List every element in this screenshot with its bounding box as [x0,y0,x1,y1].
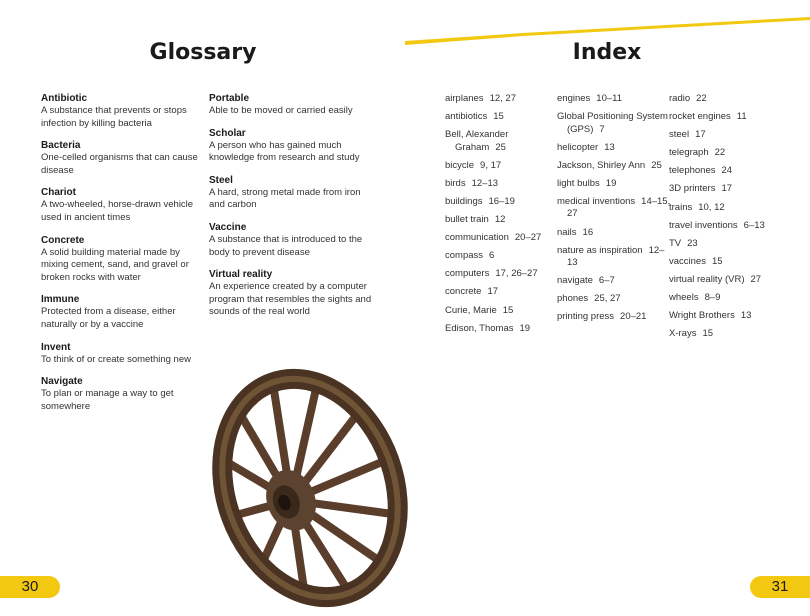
index-pages: 10–11 [596,93,622,104]
page-number-right: 31 [750,576,810,598]
index-entry [445,305,560,318]
index-term: printing press [557,311,615,323]
index-entry [557,93,672,106]
index-term: vaccines [669,255,706,267]
index-entry [669,328,784,341]
index-entry [557,293,672,306]
index-term: Curie, Marie [445,304,497,316]
glossary-definition: One-celled organisms that can cause disease [41,152,198,176]
index-entry [557,227,672,240]
index-entry [445,129,560,154]
index-entry [669,111,784,124]
index-pages: 19 [519,322,531,334]
index-pages: 22 [714,147,726,159]
index-pages: 20–27 [514,232,542,244]
index-entry [445,232,560,245]
index-entry [445,286,560,299]
glossary-definition: A hard, strong metal made from iron and carbon [209,186,361,211]
index-term: airplanes [445,93,484,104]
index-column-2 [557,93,672,330]
glossary-entry [209,221,374,259]
index-term: virtual reality (VR) [669,273,745,285]
index-entry [557,111,672,136]
index-pages: 14–15, 27 [567,195,671,220]
glossary-term: Steel [209,174,233,186]
index-term: nails [557,226,577,238]
index-entry [669,165,784,178]
index-entry [445,323,560,336]
glossary-term: Antibiotic [41,93,88,104]
index-entry [557,142,672,155]
index-pages: 17 [721,183,733,195]
index-entry [669,256,784,269]
index-term: computers [445,268,490,280]
index-entry [669,202,784,215]
index-term: 3D printers [669,183,716,195]
index-entry [445,268,560,281]
index-pages: 17 [487,286,499,298]
index-term: concrete [445,286,482,298]
index-pages: 23 [687,237,698,249]
glossary-term: Portable [209,93,250,104]
index-pages: 8–9 [704,292,721,304]
index-pages: 13 [604,141,615,153]
index-term: rocket engines [669,111,731,123]
index-entry [445,250,560,263]
index-term: helicopter [557,141,599,153]
glossary-entry [209,268,374,319]
index-entry [557,178,672,191]
index-pages: 24 [721,165,733,177]
index-pages: 12–13 [567,244,665,269]
index-term: radio [669,93,691,104]
index-entry [669,147,784,160]
index-pages: 19 [605,177,617,189]
index-entry [669,129,784,142]
index-term: trains [669,201,693,213]
glossary-term: Chariot [41,187,76,199]
index-term: Edison, Thomas [445,322,514,334]
glossary-term: Immune [41,294,80,306]
index-term: communication [445,232,509,244]
glossary-term: Navigate [41,376,83,388]
index-entry [445,196,560,209]
index-term: engines [557,93,591,104]
index-pages: 25, 27 [594,293,621,305]
index-pages: 13 [740,310,752,322]
index-pages: 11 [736,111,747,123]
index-pages: 12–13 [471,177,499,189]
glossary-term: Virtual reality [209,269,273,281]
index-entry [557,275,672,288]
index-pages: 17, 26–27 [495,268,538,280]
index-entry [557,245,672,270]
glossary-definition: A person who has gained much knowledge from research and study [209,139,360,164]
index-pages: 20–21 [620,311,647,323]
index-pages: 6 [489,250,495,262]
index-entry [669,93,784,106]
glossary-definition: A substance that prevents or stops infection by killing bacteria [41,105,187,129]
index-term: telephones [669,165,716,177]
glossary-term: Vaccine [209,221,247,233]
glossary-term: Invent [41,341,71,353]
glossary-entry [41,293,206,331]
index-term: Wright Brothers [669,310,735,322]
index-entry [669,292,784,305]
glossary-title: Glossary [149,40,257,65]
index-pages: 7 [599,123,605,135]
index-term: navigate [557,275,593,287]
glossary-definition: To think of or create something new [41,353,191,365]
index-term: TV [669,237,682,249]
index-term: Global Positioning System (GPS) [557,111,668,135]
index-entry [557,160,672,173]
index-entry [445,111,560,124]
index-column-1 [445,93,560,341]
page-number-left: 30 [0,576,60,598]
index-entry [445,93,560,106]
glossary-entry [41,139,206,177]
index-entry [669,310,784,323]
index-term: X-rays [669,328,697,340]
index-term: antibiotics [445,111,488,123]
index-term: phones [557,293,589,305]
index-term: wheels [669,292,699,304]
index-entry [445,214,560,227]
index-pages: 12 [494,214,506,226]
index-term: Bell, Alexander Graham [445,129,509,153]
index-term: compass [445,250,484,262]
index-title: Index [572,40,642,65]
index-entry [669,183,784,196]
index-entry [557,311,672,324]
glossary-definition: To plan or manage a way to get somewhere [41,388,174,412]
index-entry [669,220,784,233]
index-entry [669,238,784,251]
index-entry [445,160,560,173]
glossary-term: Concrete [41,234,85,246]
glossary-term: Scholar [209,127,246,139]
index-term: bullet train [445,214,489,226]
glossary-definition: Able to be moved or carried easily [209,105,353,116]
index-column-3 [669,93,784,346]
index-term: birds [445,177,466,189]
index-pages: 17 [695,129,706,141]
glossary-entry [209,127,374,165]
index-pages: 6–7 [598,275,615,287]
index-pages: 22 [696,93,707,104]
index-pages: 27 [750,273,762,285]
index-pages: 12, 27 [489,93,516,104]
glossary-definition: A two-wheeled, horse-drawn vehicle used in ancient times [41,199,194,223]
index-term: Jackson, Shirley Ann [557,159,646,171]
index-term: medical inventions [557,195,636,207]
index-term: light bulbs [557,177,600,189]
index-pages: 15 [502,304,514,316]
index-pages: 16–19 [488,195,515,207]
index-pages: 25 [495,141,506,153]
glossary-definition: A solid building material made by mixing cement, sand, and gravel or broken rocks with water [41,246,189,283]
index-pages: 16 [582,226,594,238]
index-term: telegraph [669,147,709,159]
index-pages: 15 [702,328,714,340]
index-entry [445,178,560,191]
glossary-entry [41,234,206,285]
index-term: buildings [445,195,483,207]
glossary-definition: A substance that is introduced to the body to prevent disease [209,233,363,258]
glossary-definition: Protected from a disease, either naturally or by a vaccine [41,306,176,330]
glossary-definition: An experience created by a computer program that resembles the sights and sounds of the real world [209,281,372,318]
index-term: bicycle [445,159,475,171]
index-term: steel [669,129,690,141]
index-pages: 6–13 [743,219,765,231]
glossary-term: Bacteria [41,140,81,152]
glossary-column-2 [209,92,374,328]
index-pages: 9, 17 [480,159,502,171]
index-term: travel inventions [669,219,738,231]
index-entry [557,196,672,221]
wooden-wheel-image [170,340,450,612]
index-term: nature as inspiration [557,244,643,256]
index-pages: 25 [651,159,662,171]
index-pages: 15 [493,111,504,123]
index-pages: 10, 12 [698,201,725,213]
index-pages: 15 [711,255,723,267]
glossary-entry [41,92,206,130]
index-entry [669,274,784,287]
glossary-entry [209,92,374,118]
glossary-entry [41,186,206,224]
glossary-entry [209,174,374,212]
